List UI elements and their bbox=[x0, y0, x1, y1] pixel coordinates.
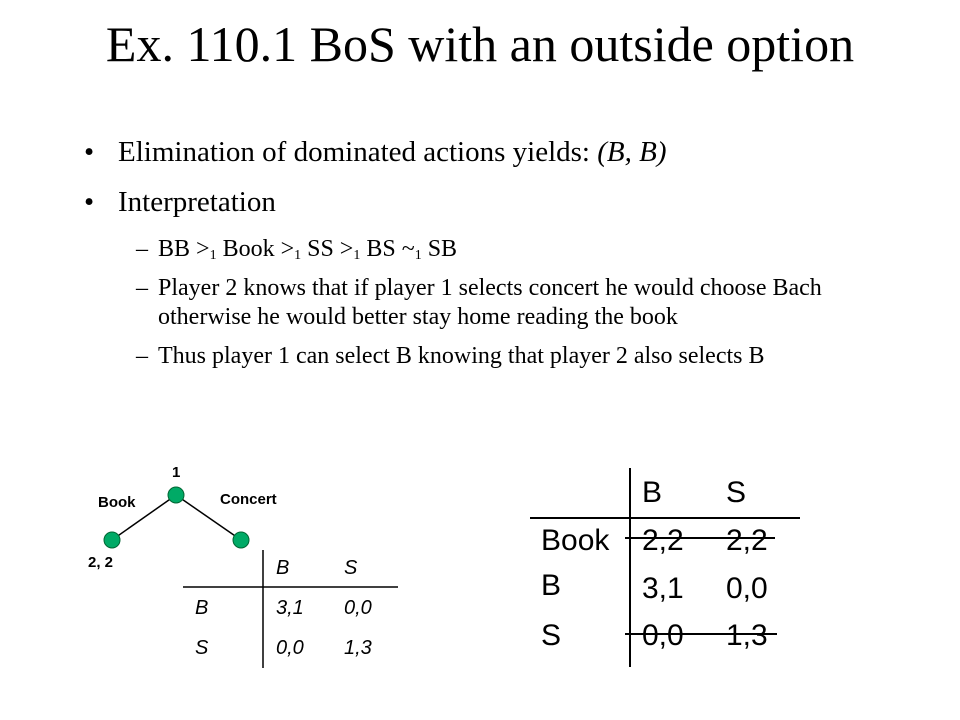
pref-part: BB > bbox=[158, 236, 210, 262]
small-col-header: B bbox=[276, 557, 290, 579]
root-player-label: 1 bbox=[172, 464, 181, 481]
root-node-icon bbox=[168, 487, 184, 503]
dash-icon: – bbox=[136, 275, 148, 301]
pref-subscript: 1 bbox=[209, 248, 217, 263]
slide-title: Ex. 110.1 BoS with an outside option bbox=[105, 16, 855, 72]
small-row-label: S bbox=[195, 637, 209, 659]
large-cell: 2,2 bbox=[642, 524, 684, 557]
pref-subscript: 1 bbox=[353, 248, 361, 263]
large-row-label: Book bbox=[541, 524, 610, 557]
small-cell: 1,3 bbox=[344, 637, 372, 659]
thus-text: Thus player 1 can select B knowing that player 2 also selects B bbox=[158, 343, 765, 369]
bullet-dot-icon: • bbox=[84, 136, 95, 168]
large-cell: 3,1 bbox=[642, 572, 684, 605]
concert-node-icon bbox=[233, 532, 249, 548]
pref-part: SB bbox=[421, 236, 458, 262]
pref-part: Book > bbox=[216, 236, 295, 262]
small-cell: 0,0 bbox=[344, 597, 372, 619]
small-payoff-table bbox=[183, 550, 398, 668]
small-cell: 3,1 bbox=[276, 597, 304, 619]
large-cell: 0,0 bbox=[726, 572, 768, 605]
book-node-icon bbox=[104, 532, 120, 548]
player2-text: Player 2 knows that if player 1 selects concert he would choose Bach otherwise he would better stay home reading the book bbox=[158, 275, 822, 330]
elimination-result: (B, B) bbox=[597, 136, 667, 168]
large-col-header: S bbox=[726, 476, 747, 509]
small-row-label: B bbox=[195, 597, 209, 619]
pref-part: SS > bbox=[301, 236, 354, 262]
large-row-label: B bbox=[541, 569, 562, 602]
small-col-header: S bbox=[344, 557, 358, 579]
pref-subscript: 1 bbox=[414, 248, 422, 263]
large-col-header: B bbox=[642, 476, 663, 509]
game-tree bbox=[88, 464, 277, 571]
large-cell: 2,2 bbox=[726, 524, 768, 557]
bullet-dot-icon: • bbox=[84, 186, 95, 218]
large-payoff-table bbox=[530, 468, 800, 667]
pref-subscript: 1 bbox=[294, 248, 302, 263]
right-action-label: Concert bbox=[220, 491, 277, 508]
left-action-label: Book bbox=[98, 494, 136, 511]
elimination-text: Elimination of dominated actions yields: bbox=[118, 136, 598, 168]
dash-icon: – bbox=[136, 236, 148, 262]
dash-icon: – bbox=[136, 343, 148, 369]
pref-part: BS ~ bbox=[360, 236, 415, 262]
interpretation-text: Interpretation bbox=[118, 186, 276, 218]
large-cell: 0,0 bbox=[642, 619, 684, 652]
small-cell: 0,0 bbox=[276, 637, 304, 659]
large-row-label: S bbox=[541, 619, 562, 652]
left-payoff-label: 2, 2 bbox=[88, 554, 114, 571]
large-cell: 1,3 bbox=[726, 619, 768, 652]
